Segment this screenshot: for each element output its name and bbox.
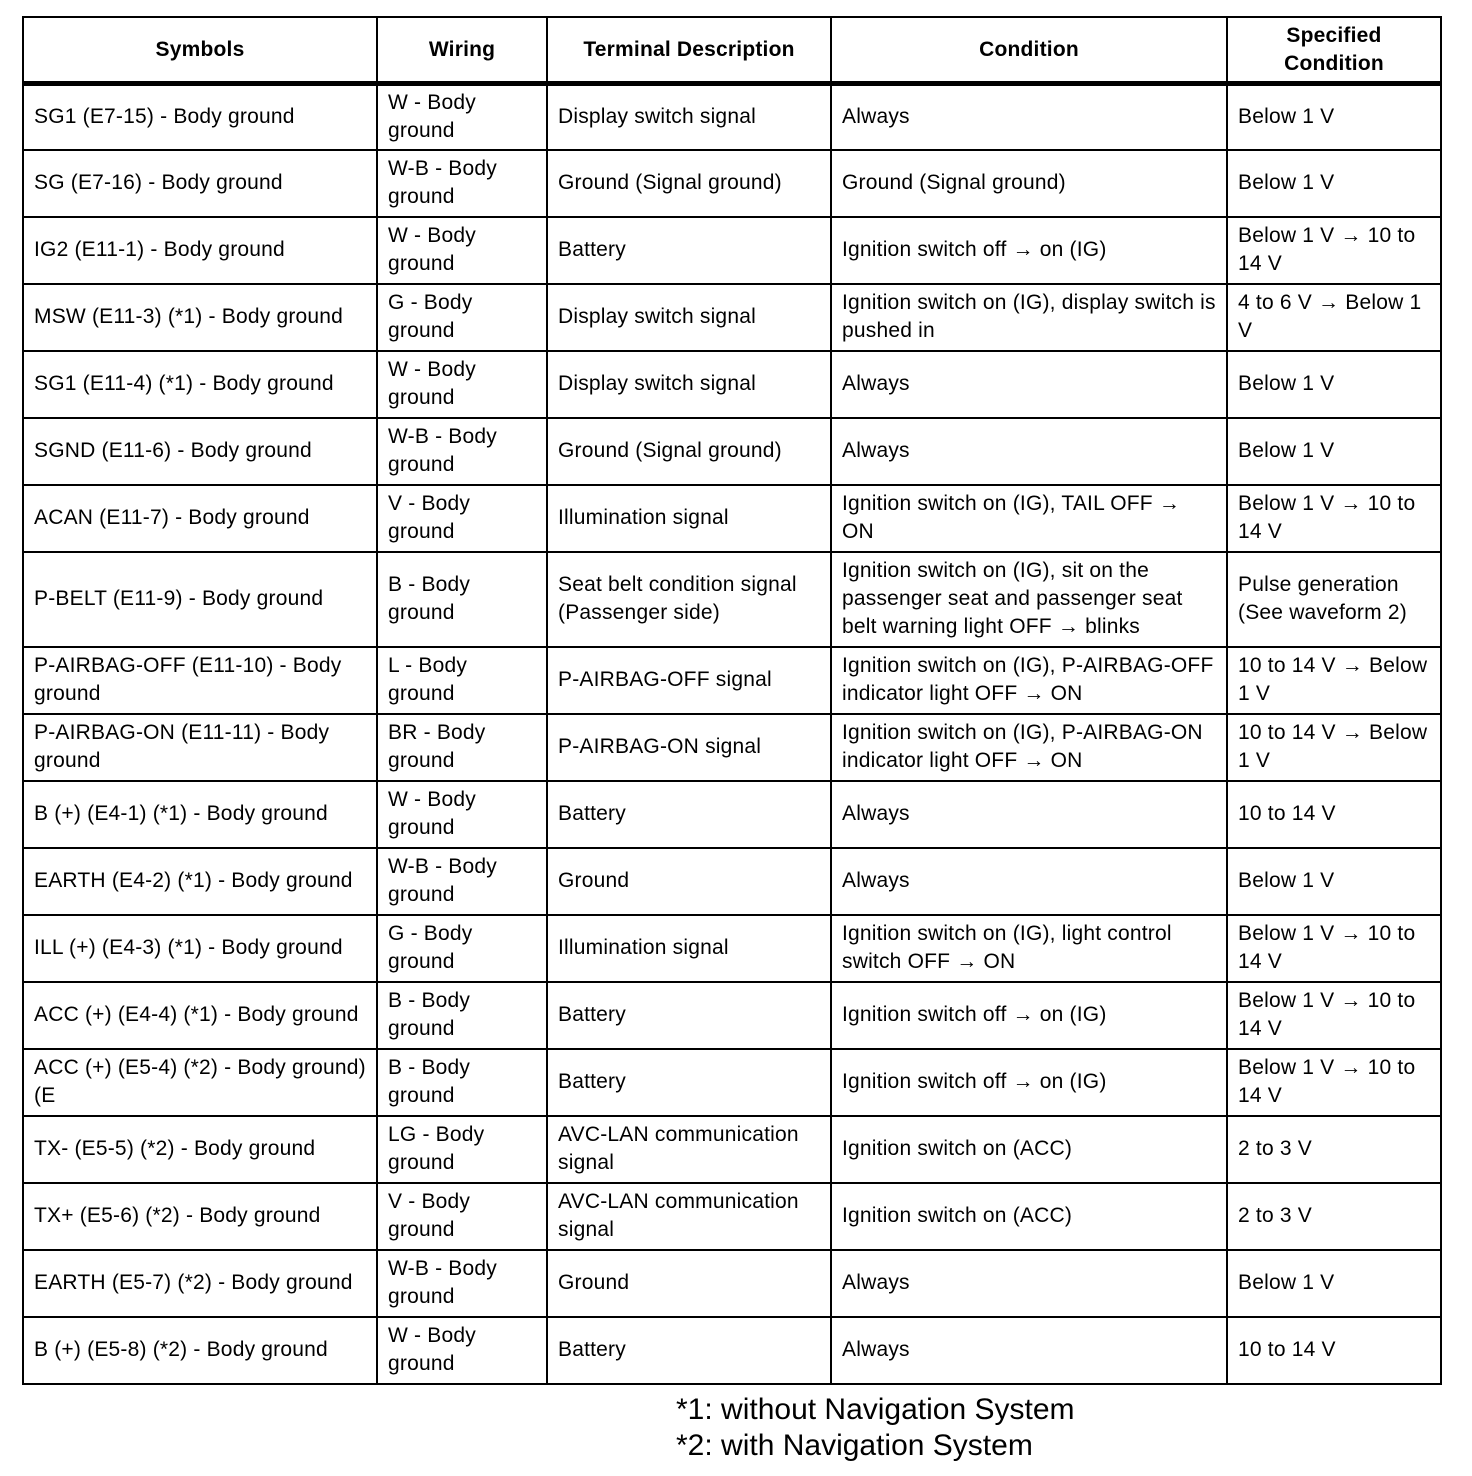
condition-cell: Ignition switch off → on (IG) xyxy=(831,1049,1227,1116)
condition-cell: Ignition switch off → on (IG) xyxy=(831,217,1227,284)
condition-cell: Ignition switch on (ACC) xyxy=(831,1116,1227,1183)
table-row xyxy=(23,714,1441,781)
wiring-cell: B - Body ground xyxy=(377,982,547,1049)
wiring-cell: V - Body ground xyxy=(377,485,547,552)
table-row xyxy=(23,1049,1441,1116)
table-row xyxy=(23,552,1441,647)
terminal-description-cell: Display switch signal xyxy=(547,84,831,150)
specified-condition-cell: 2 to 3 V xyxy=(1227,1116,1441,1183)
wiring-cell: W-B - Body ground xyxy=(377,150,547,217)
wiring-cell: W - Body ground xyxy=(377,217,547,284)
terminal-description-cell: Illumination signal xyxy=(547,915,831,982)
symbol-cell: B (+) (E5-8) (*2) - Body ground xyxy=(23,1317,377,1384)
header-specified-condition: Specified Condition xyxy=(1227,17,1441,84)
specified-condition-cell: 10 to 14 V → Below 1 V xyxy=(1227,647,1441,714)
terminal-description-cell: P-AIRBAG-OFF signal xyxy=(547,647,831,714)
symbol-cell: B (+) (E4-1) (*1) - Body ground xyxy=(23,781,377,848)
wiring-cell: BR - Body ground xyxy=(377,714,547,781)
condition-cell: Ground (Signal ground) xyxy=(831,150,1227,217)
wiring-cell: G - Body ground xyxy=(377,915,547,982)
table-row xyxy=(23,284,1441,351)
symbol-cell: ACC (+) (E5-4) (*2) - Body ground) (E xyxy=(23,1049,377,1116)
table-row xyxy=(23,647,1441,714)
table-row xyxy=(23,217,1441,284)
terminal-description-cell: Battery xyxy=(547,982,831,1049)
symbol-cell: P-BELT (E11-9) - Body ground xyxy=(23,552,377,647)
symbol-cell: SG1 (E11-4) (*1) - Body ground xyxy=(23,351,377,418)
table-row xyxy=(23,84,1441,150)
wiring-cell: W-B - Body ground xyxy=(377,848,547,915)
condition-cell: Ignition switch on (ACC) xyxy=(831,1183,1227,1250)
condition-cell: Always xyxy=(831,84,1227,150)
wiring-cell: L - Body ground xyxy=(377,647,547,714)
symbol-cell: TX+ (E5-6) (*2) - Body ground xyxy=(23,1183,377,1250)
terminal-description-cell: Battery xyxy=(547,781,831,848)
footnote-2: *2: with Navigation System xyxy=(676,1429,1033,1462)
terminal-table xyxy=(22,16,1442,1385)
specified-condition-cell: Below 1 V xyxy=(1227,848,1441,915)
specified-condition-cell: Below 1 V → 10 to 14 V xyxy=(1227,217,1441,284)
specified-condition-cell: Below 1 V → 10 to 14 V xyxy=(1227,485,1441,552)
symbol-cell: SG1 (E7-15) - Body ground xyxy=(23,84,377,150)
condition-cell: Always xyxy=(831,848,1227,915)
terminal-description-cell: Illumination signal xyxy=(547,485,831,552)
condition-cell: Always xyxy=(831,781,1227,848)
symbol-cell: P-AIRBAG-ON (E11-11) - Body ground xyxy=(23,714,377,781)
header-terminal-description: Terminal Description xyxy=(547,17,831,84)
symbol-cell: EARTH (E4-2) (*1) - Body ground xyxy=(23,848,377,915)
specified-condition-cell: 10 to 14 V xyxy=(1227,1317,1441,1384)
specified-condition-cell: Pulse generation (See waveform 2) xyxy=(1227,552,1441,647)
wiring-cell: B - Body ground xyxy=(377,552,547,647)
terminal-description-cell: Battery xyxy=(547,1317,831,1384)
specified-condition-cell: 2 to 3 V xyxy=(1227,1183,1441,1250)
symbol-cell: ACC (+) (E4-4) (*1) - Body ground xyxy=(23,982,377,1049)
wiring-cell: LG - Body ground xyxy=(377,1116,547,1183)
table-row xyxy=(23,1250,1441,1317)
header-symbols: Symbols xyxy=(23,17,377,84)
wiring-cell: W - Body ground xyxy=(377,351,547,418)
terminal-description-cell: Seat belt condition signal (Passenger side) xyxy=(547,552,831,647)
terminal-description-cell: AVC-LAN communication signal xyxy=(547,1116,831,1183)
wiring-cell: W - Body ground xyxy=(377,84,547,150)
header-wiring: Wiring xyxy=(377,17,547,84)
specified-condition-cell: Below 1 V → 10 to 14 V xyxy=(1227,915,1441,982)
wiring-cell: W-B - Body ground xyxy=(377,1250,547,1317)
specified-condition-cell: 10 to 14 V → Below 1 V xyxy=(1227,714,1441,781)
specified-condition-cell: Below 1 V → 10 to 14 V xyxy=(1227,982,1441,1049)
terminal-description-cell: Ground xyxy=(547,848,831,915)
terminal-description-cell: Display switch signal xyxy=(547,284,831,351)
condition-cell: Ignition switch off → on (IG) xyxy=(831,982,1227,1049)
footnote-1: *1: without Navigation System xyxy=(676,1393,1075,1426)
terminal-description-cell: P-AIRBAG-ON signal xyxy=(547,714,831,781)
symbol-cell: SGND (E11-6) - Body ground xyxy=(23,418,377,485)
table-row xyxy=(23,150,1441,217)
condition-cell: Ignition switch on (IG), P-AIRBAG-OFF indicator light OFF → ON xyxy=(831,647,1227,714)
table-row xyxy=(23,848,1441,915)
specified-condition-cell: 4 to 6 V → Below 1 V xyxy=(1227,284,1441,351)
terminal-description-cell: Ground (Signal ground) xyxy=(547,150,831,217)
specified-condition-cell: Below 1 V xyxy=(1227,150,1441,217)
symbol-cell: SG (E7-16) - Body ground xyxy=(23,150,377,217)
header-condition: Condition xyxy=(831,17,1227,84)
terminal-description-cell: AVC-LAN communication signal xyxy=(547,1183,831,1250)
condition-cell: Ignition switch on (IG), TAIL OFF → ON xyxy=(831,485,1227,552)
terminal-description-cell: Ground (Signal ground) xyxy=(547,418,831,485)
condition-cell: Ignition switch on (IG), P-AIRBAG-ON indicator light OFF → ON xyxy=(831,714,1227,781)
symbol-cell: IG2 (E11-1) - Body ground xyxy=(23,217,377,284)
table-row xyxy=(23,1183,1441,1250)
specified-condition-cell: Below 1 V → 10 to 14 V xyxy=(1227,1049,1441,1116)
wiring-cell: G - Body ground xyxy=(377,284,547,351)
table-row xyxy=(23,1317,1441,1384)
table-row xyxy=(23,351,1441,418)
terminal-description-cell: Display switch signal xyxy=(547,351,831,418)
specified-condition-cell: Below 1 V xyxy=(1227,84,1441,150)
specified-condition-cell: Below 1 V xyxy=(1227,1250,1441,1317)
wiring-cell: B - Body ground xyxy=(377,1049,547,1116)
condition-cell: Always xyxy=(831,418,1227,485)
condition-cell: Always xyxy=(831,351,1227,418)
wiring-cell: W - Body ground xyxy=(377,781,547,848)
condition-cell: Always xyxy=(831,1250,1227,1317)
symbol-cell: ACAN (E11-7) - Body ground xyxy=(23,485,377,552)
table-row xyxy=(23,915,1441,982)
specified-condition-cell: 10 to 14 V xyxy=(1227,781,1441,848)
symbol-cell: P-AIRBAG-OFF (E11-10) - Body ground xyxy=(23,647,377,714)
condition-cell: Ignition switch on (IG), light control switch OFF → ON xyxy=(831,915,1227,982)
condition-cell: Always xyxy=(831,1317,1227,1384)
terminal-description-cell: Battery xyxy=(547,217,831,284)
table-row xyxy=(23,418,1441,485)
symbol-cell: MSW (E11-3) (*1) - Body ground xyxy=(23,284,377,351)
condition-cell: Ignition switch on (IG), display switch is pushed in xyxy=(831,284,1227,351)
symbol-cell: ILL (+) (E4-3) (*1) - Body ground xyxy=(23,915,377,982)
table-row xyxy=(23,982,1441,1049)
wiring-cell: V - Body ground xyxy=(377,1183,547,1250)
terminal-description-cell: Battery xyxy=(547,1049,831,1116)
wiring-cell: W-B - Body ground xyxy=(377,418,547,485)
table-row xyxy=(23,781,1441,848)
specified-condition-cell: Below 1 V xyxy=(1227,351,1441,418)
wiring-cell: W - Body ground xyxy=(377,1317,547,1384)
table-header-row xyxy=(23,17,1441,84)
terminal-description-cell: Ground xyxy=(547,1250,831,1317)
table-row xyxy=(23,485,1441,552)
table-row xyxy=(23,1116,1441,1183)
condition-cell: Ignition switch on (IG), sit on the passenger seat and passenger seat belt warning light OFF → blinks xyxy=(831,552,1227,647)
footnotes xyxy=(676,1392,1075,1464)
specified-condition-cell: Below 1 V xyxy=(1227,418,1441,485)
symbol-cell: EARTH (E5-7) (*2) - Body ground xyxy=(23,1250,377,1317)
symbol-cell: TX- (E5-5) (*2) - Body ground xyxy=(23,1116,377,1183)
